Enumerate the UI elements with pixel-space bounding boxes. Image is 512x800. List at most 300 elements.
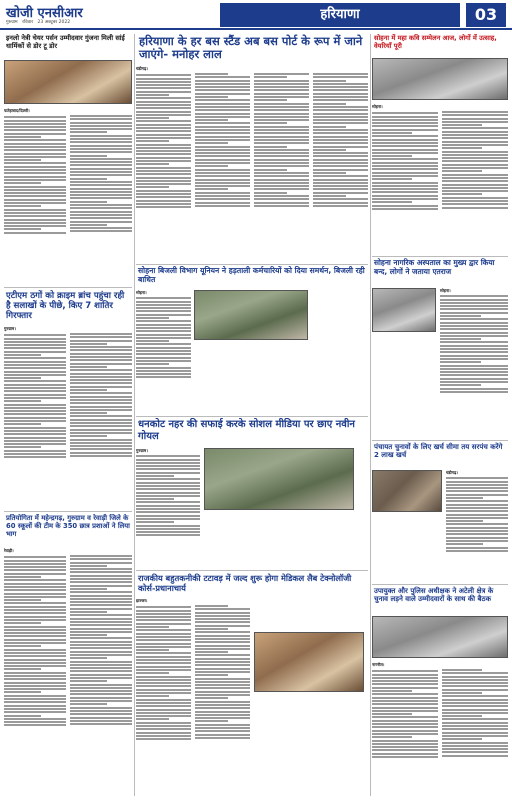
story-photo: [372, 616, 508, 658]
text-line: [195, 654, 250, 656]
text-line: [70, 356, 132, 358]
text-line: [440, 341, 508, 343]
text-line: [4, 622, 41, 624]
text-line: [136, 140, 169, 142]
text-line: [136, 610, 191, 612]
text-line: [70, 406, 132, 408]
text-line: [313, 96, 368, 98]
text-line: [254, 96, 309, 98]
text-line: [136, 528, 200, 530]
text-line: [254, 142, 309, 144]
text-line: [313, 152, 368, 154]
text-line: [313, 103, 346, 105]
text-line: [195, 635, 250, 637]
text-line: [70, 631, 132, 633]
text-line: [195, 605, 228, 607]
text-line: [195, 661, 250, 663]
text-line: [70, 376, 132, 378]
text-line: [442, 200, 508, 202]
text-line: [372, 119, 438, 121]
text-line: [136, 157, 191, 159]
text-line: [372, 730, 438, 732]
text-line: [4, 655, 66, 657]
text-line: [442, 141, 508, 143]
text-line: [4, 228, 41, 230]
text-line: [372, 749, 438, 751]
text-line: [4, 364, 66, 366]
text-line: [136, 482, 200, 484]
text-line: [4, 354, 41, 356]
text-line: [4, 563, 66, 565]
text-line: [442, 154, 508, 156]
text-line: [4, 678, 66, 680]
text-line: [254, 116, 309, 118]
text-line: [313, 83, 368, 85]
text-line: [70, 578, 132, 580]
text-line: [440, 325, 508, 327]
text-line: [254, 76, 287, 78]
text-line: [440, 312, 508, 314]
text-line: [372, 116, 438, 118]
text-line: [195, 175, 250, 177]
text-line: [440, 345, 508, 347]
text-line: [313, 116, 368, 118]
text-line: [4, 619, 66, 621]
text-line: [136, 695, 169, 697]
story-sohna-kavi: [372, 34, 508, 254]
text-line: [195, 674, 228, 676]
text-line: [70, 359, 132, 361]
text-line: [195, 192, 250, 194]
text-line: [442, 118, 508, 120]
text-line: [136, 498, 174, 500]
text-line: [70, 680, 107, 682]
text-line: [195, 625, 250, 627]
text-line: [4, 450, 66, 452]
text-line: [442, 187, 508, 189]
text-line: [4, 456, 66, 458]
text-line: [446, 500, 508, 502]
text-line: [195, 737, 250, 739]
text-line: [136, 475, 174, 477]
text-line: [440, 295, 508, 297]
text-line: [313, 89, 368, 91]
text-line: [70, 399, 132, 401]
story-photo: [372, 288, 436, 332]
text-line: [195, 86, 250, 88]
text-line: [195, 631, 250, 633]
text-line: [136, 633, 191, 635]
text-line: [4, 172, 66, 174]
text-line: [136, 511, 200, 513]
text-line: [195, 195, 250, 197]
text-line: [440, 338, 481, 340]
text-line: [4, 347, 66, 349]
text-line: [440, 305, 508, 307]
story-body: [372, 669, 508, 796]
text-line: [4, 153, 66, 155]
text-line: [136, 107, 191, 109]
text-line: [313, 80, 346, 82]
text-line: [70, 214, 132, 216]
text-line: [136, 91, 191, 93]
story-body: [4, 555, 132, 795]
text-line: [442, 197, 508, 199]
text-line: [136, 320, 191, 322]
text-line: [372, 188, 438, 190]
text-line: [195, 149, 250, 151]
text-line: [4, 357, 66, 359]
text-line: [313, 86, 368, 88]
text-line: [70, 571, 132, 573]
text-line: [446, 477, 508, 479]
text-line: [4, 446, 41, 448]
text-line: [4, 162, 66, 164]
text-line: [442, 147, 482, 149]
text-line: [195, 697, 228, 699]
text-line: [4, 219, 66, 221]
text-line: [70, 588, 107, 590]
text-line: [372, 707, 438, 709]
text-line: [446, 517, 508, 519]
text-line: [195, 684, 250, 686]
text-line: [4, 566, 66, 568]
text-line: [254, 119, 309, 121]
text-line: [70, 366, 107, 368]
section-rule: [4, 287, 132, 288]
text-line: [136, 462, 200, 464]
text-line: [313, 185, 368, 187]
text-line: [313, 175, 368, 177]
text-line: [195, 648, 250, 650]
text-line: [442, 207, 508, 209]
text-line: [313, 136, 368, 138]
text-line: [195, 155, 250, 157]
text-line: [4, 182, 41, 184]
text-line: [70, 382, 132, 384]
text-line: [70, 661, 132, 663]
text-line: [136, 337, 191, 339]
text-line: [442, 669, 482, 671]
story-sohna-bijli: [136, 266, 368, 414]
text-line: [372, 674, 438, 676]
text-line: [313, 188, 368, 190]
text-line: [195, 687, 250, 689]
text-line: [440, 358, 508, 360]
text-line: [136, 196, 191, 198]
text-line: [70, 448, 132, 450]
text-line: [254, 155, 309, 157]
text-line: [372, 733, 438, 735]
text-line: [70, 637, 132, 639]
text-line: [313, 149, 346, 151]
text-line: [136, 353, 191, 355]
text-line: [4, 143, 66, 145]
text-line: [372, 208, 438, 210]
story-byline: गुरुग्राम।: [136, 448, 148, 453]
text-line: [254, 165, 309, 167]
story-headline: पंचायत चुनावों के लिए खर्च सीमा तय सरपंच करेंगे 2 लाख खर्च: [374, 443, 503, 460]
text-line: [195, 704, 250, 706]
section-rule: [136, 570, 368, 571]
text-line: [372, 710, 438, 712]
text-line: [136, 626, 169, 628]
text-line: [195, 185, 250, 187]
text-line: [195, 612, 250, 614]
text-line: [254, 86, 309, 88]
text-line: [70, 644, 132, 646]
text-line: [4, 341, 66, 343]
text-line: [70, 125, 132, 127]
text-line: [136, 643, 191, 645]
text-line: [195, 720, 228, 722]
text-line: [442, 732, 508, 734]
text-line: [4, 711, 66, 713]
text-line: [136, 317, 169, 319]
text-line: [372, 726, 438, 728]
text-line: [70, 713, 132, 715]
text-line: [446, 490, 508, 492]
text-line: [372, 162, 438, 164]
text-line: [136, 327, 191, 329]
text-line: [136, 709, 191, 711]
text-line: [440, 332, 508, 334]
text-line: [70, 621, 132, 623]
text-line: [70, 575, 132, 577]
text-line: [4, 126, 66, 128]
text-line: [4, 433, 66, 435]
text-line: [70, 703, 107, 705]
text-line: [440, 368, 508, 370]
text-line: [136, 334, 191, 336]
text-line: [70, 181, 132, 183]
text-line: [4, 672, 66, 674]
text-line: [136, 649, 169, 651]
text-line: [136, 725, 191, 727]
text-line: [372, 753, 438, 755]
text-line: [372, 720, 438, 722]
text-line: [136, 495, 200, 497]
text-line: [195, 681, 250, 683]
text-line: [313, 159, 368, 161]
story-bahutakniki: [136, 572, 368, 796]
text-line: [4, 186, 66, 188]
story-body: [440, 295, 508, 435]
text-line: [4, 453, 66, 455]
text-line: [136, 488, 200, 490]
text-line: [195, 621, 250, 623]
text-line: [4, 420, 66, 422]
text-line: [4, 437, 66, 439]
text-line: [136, 200, 191, 202]
text-line: [4, 701, 66, 703]
text-line: [372, 135, 438, 137]
text-line: [70, 204, 132, 206]
text-line: [195, 119, 228, 121]
text-line: [4, 626, 66, 628]
text-line: [313, 192, 368, 194]
text-line: [372, 175, 438, 177]
text-line: [313, 73, 368, 75]
text-line: [70, 168, 132, 170]
text-line: [446, 523, 508, 525]
text-line: [70, 445, 132, 447]
text-line: [136, 114, 191, 116]
story-body: [136, 605, 250, 795]
text-line: [442, 672, 508, 674]
text-line: [136, 370, 191, 372]
text-line: [4, 609, 66, 611]
text-line: [442, 160, 508, 162]
text-line: [254, 169, 287, 171]
text-line: [70, 224, 107, 226]
story-headline: उपायुक्त और पुलिस अधीक्षक ने अटेली क्षेत्र के चुनाव लड़ने वाले उम्मीदवारों के साथ की बैठक: [374, 587, 494, 604]
text-line: [136, 127, 191, 129]
text-line: [195, 717, 250, 719]
text-line: [4, 632, 66, 634]
page-number: 03: [466, 3, 506, 27]
text-line: [4, 593, 66, 595]
text-line: [442, 131, 508, 133]
text-line: [446, 547, 508, 549]
text-line: [442, 689, 508, 691]
text-line: [4, 649, 66, 651]
text-line: [372, 168, 438, 170]
text-line: [136, 104, 191, 106]
text-line: [4, 120, 66, 122]
text-line: [372, 703, 438, 705]
text-line: [136, 330, 191, 332]
text-line: [442, 121, 508, 123]
text-line: [440, 315, 481, 317]
text-line: [70, 425, 132, 427]
story-headline: सोहना में महा कवि सम्मेलन आज, लोगों में उत्साह, वेयरियाँ पूरी: [374, 34, 497, 50]
text-line: [136, 340, 169, 342]
text-line: [4, 560, 66, 562]
text-line: [4, 724, 66, 726]
text-line: [254, 162, 309, 164]
text-line: [372, 693, 438, 695]
text-line: [372, 690, 412, 692]
text-line: [70, 389, 107, 391]
text-line: [442, 745, 508, 747]
text-line: [4, 718, 66, 720]
text-line: [442, 722, 508, 724]
story-byline: नारनौल।: [372, 662, 385, 667]
text-line: [195, 142, 228, 144]
section-rule: [4, 511, 132, 512]
text-line: [70, 647, 132, 649]
text-line: [195, 638, 250, 640]
text-line: [136, 180, 191, 182]
text-line: [136, 147, 191, 149]
text-line: [136, 81, 191, 83]
text-line: [372, 178, 412, 180]
story-headline: सोहना नागरिक अस्पताल का मुख्य द्वार किया बन्द, लोगों ने जताया एतराज: [374, 258, 495, 276]
text-line: [136, 699, 191, 701]
column-rule: [134, 34, 135, 796]
text-line: [440, 335, 508, 337]
text-line: [440, 384, 481, 386]
text-line: [4, 189, 66, 191]
text-line: [70, 386, 132, 388]
text-line: [136, 190, 191, 192]
text-line: [254, 113, 309, 115]
text-line: [70, 194, 132, 196]
text-line: [372, 142, 438, 144]
text-line: [195, 668, 250, 670]
text-line: [313, 155, 368, 157]
text-line: [372, 191, 438, 193]
text-line: [70, 611, 107, 613]
text-line: [136, 639, 191, 641]
text-line: [136, 120, 191, 122]
text-line: [70, 455, 132, 457]
text-line: [195, 179, 250, 181]
section-title: हरियाणा: [220, 3, 460, 27]
text-line: [313, 106, 368, 108]
text-line: [254, 202, 309, 204]
text-line: [136, 478, 200, 480]
text-line: [254, 109, 309, 111]
text-line: [136, 173, 191, 175]
dateline: [6, 19, 73, 25]
text-line: [70, 598, 132, 600]
text-line: [442, 164, 508, 166]
text-line: [4, 209, 66, 211]
dateline-day: रविवार: [22, 20, 34, 25]
text-line: [70, 565, 107, 567]
text-line: [136, 183, 191, 185]
text-line: [4, 136, 41, 138]
text-line: [136, 163, 169, 165]
text-line: [70, 429, 132, 431]
text-line: [195, 159, 250, 161]
text-line: [4, 397, 66, 399]
text-line: [372, 122, 438, 124]
text-line: [313, 122, 368, 124]
text-line: [4, 665, 66, 667]
text-line: [4, 705, 66, 707]
text-line: [70, 221, 132, 223]
text-line: [313, 93, 368, 95]
text-line: [313, 109, 368, 111]
text-line: [372, 687, 438, 689]
text-line: [446, 481, 508, 483]
text-line: [136, 712, 191, 714]
text-line: [4, 569, 66, 571]
text-line: [70, 343, 107, 345]
text-line: [446, 520, 483, 522]
text-line: [70, 452, 132, 454]
story-body: [372, 111, 508, 251]
text-line: [442, 728, 508, 730]
text-line: [136, 360, 191, 362]
text-line: [70, 710, 132, 712]
text-line: [313, 182, 368, 184]
text-line: [372, 700, 438, 702]
text-line: [195, 734, 250, 736]
text-line: [70, 340, 132, 342]
text-line: [4, 427, 66, 429]
text-line: [70, 188, 132, 190]
text-line: [4, 400, 41, 402]
text-line: [136, 623, 191, 625]
text-line: [313, 129, 368, 131]
text-line: [4, 361, 66, 363]
text-line: [446, 550, 508, 552]
text-line: [372, 740, 438, 742]
